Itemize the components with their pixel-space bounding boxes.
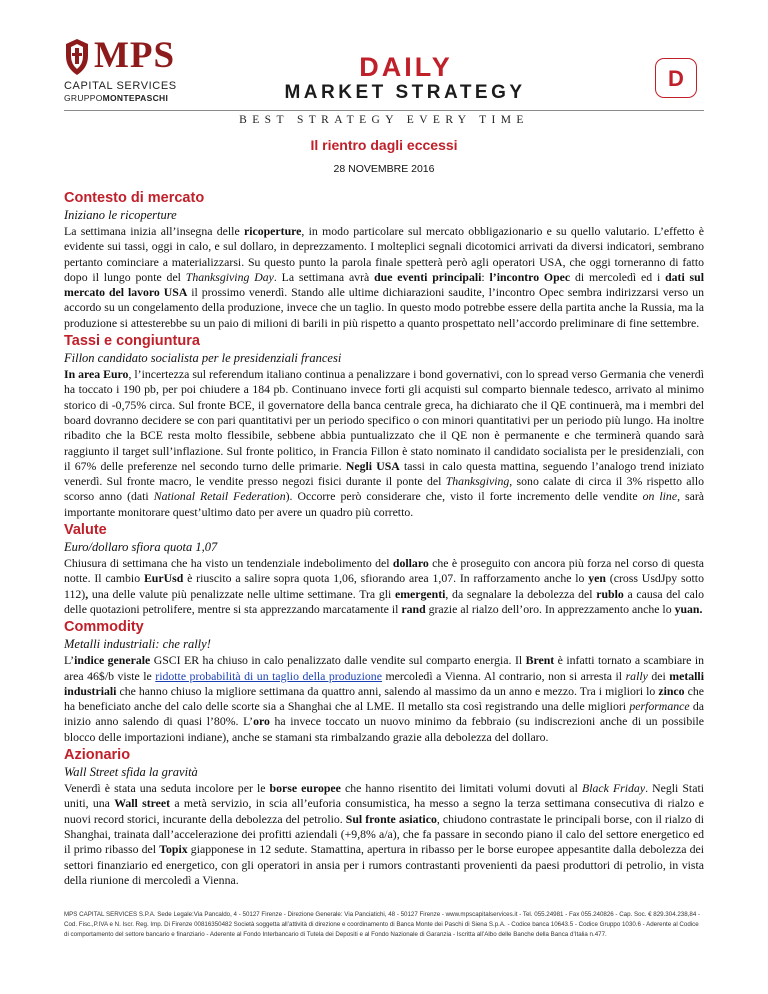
- bold-text: borse europee: [269, 781, 341, 796]
- bold-text: Topix: [159, 842, 188, 857]
- body-text: è riuscito a salire sopra quota 1,06, sfiorando area 1,07. In rafforzamento anche lo: [183, 571, 589, 586]
- section-body: [64, 224, 704, 331]
- body-text: , l’incertezza sul referendum italiano continua a penalizzare i bond governativi, con lo spread verso Germania che venerdì ha toccato i 190 pb, per poi chiudere a 184 pb. Continuano invece forti gli acquisti sul comparto biennale tedesco, arrivato al minimo storico di -0,75% circa. Sul fronte BCE, il governatore della banca centrale greca, ha dichiarato che il QE continuerà, ma i membri del board dovranno decidere se con pari quantitativi per un periodo specifico o con minori quantitativi per un periodo più lungo. Ha inoltre ribadito che la BCE resta molto flessibile, sebbene abbia puntualizzato che il QE non è permanente e che terminerà quando sarà raggiunto il target sull’inflazione. Sul fronte politico, in Francia Fillon è stato nominato il candidato socialista per le presidenziali, con il 67% delle preferenze nel secondo turno delle primarie.: [64, 367, 704, 473]
- bold-text: rublo: [596, 586, 624, 601]
- italic-text: rally: [625, 668, 648, 683]
- body-text: GSCI ER ha chiuso in calo penalizzato dalle vendite sul comparto energia. Il: [150, 653, 526, 668]
- bold-text: emergenti: [394, 586, 446, 601]
- header-market-strategy: MARKET STRATEGY: [284, 82, 526, 103]
- italic-text: Thanksgiving Day: [185, 269, 274, 284]
- bold-text: ricoperture: [243, 224, 302, 238]
- body-text: Chiusura di settimana che ha visto un tendenziale indebolimento del: [64, 556, 393, 571]
- logo-group-a: GRUPPO: [64, 93, 103, 103]
- body-text: . Negli Stati uniti, una: [64, 781, 704, 811]
- section-contesto: [64, 190, 704, 331]
- bold-text: EurUsd: [143, 571, 184, 586]
- section-valute: [64, 522, 704, 617]
- body-text: mercoledì a Vienna. Al contrario, non si arresta il: [381, 668, 626, 683]
- italic-text: Black Friday: [582, 781, 646, 796]
- section-subheading: Euro/dollaro sfiora quota 1,07: [64, 540, 218, 555]
- section-heading: Azionario: [64, 747, 131, 764]
- body-text: , in modo particolare sul mercato obbligazionario e su quello valutario. L’effetto è evidente sui tassi, oggi in calo, e sul dollaro, in deprezzamento. I molteplici segnali dicotomici arrivati da diversi indicatori, sembrano pertanto cominciare a materializzarsi. Su questo punto la parola finale spetterà però agli operatori USA, che oggi torneranno di fatto dopo il lungo ponte del: [64, 224, 704, 284]
- bold-text: Wall street: [114, 796, 171, 811]
- bold-text: l’incontro Opec: [489, 269, 571, 284]
- body-text: una delle valute più penalizzate nelle ultime settimane. Tra gli: [88, 586, 395, 601]
- section-commodity: [64, 619, 704, 745]
- body-text: ). Occorre però considerare che, visto il forte incremento delle vendite: [285, 489, 643, 504]
- section-body: [64, 781, 704, 888]
- mps-logo: [64, 36, 234, 106]
- body-text: grazie al rialzo dell’oro. In apprezzamento anche lo: [425, 601, 675, 616]
- logo-name: MPS: [94, 35, 176, 76]
- section-subheading: Iniziano le ricoperture: [64, 208, 177, 222]
- body-text: dei: [647, 668, 670, 683]
- bold-text: In area Euro: [64, 367, 129, 382]
- section-body: [64, 367, 704, 520]
- body-text: tassi in calo questa mattina, seguendo l’analogo trend iniziato venerdì. Sul fronte macro, le vendite presso negozi fisici durante il ponte del: [64, 458, 705, 489]
- logo-group: [64, 93, 168, 103]
- body-text: di mercoledì ed i: [570, 269, 666, 284]
- d-badge: D: [655, 58, 697, 98]
- section-subheading: Wall Street sfida la gravità: [64, 765, 198, 780]
- body-text: La settimana inizia all’insegna delle: [64, 224, 244, 238]
- bold-text: yuan.: [674, 601, 703, 616]
- body-text: giapponese in 12 sedute. Stamattina, apertura in ribasso per le borse europee appesantite dalla debolezza dei settori finanziario ed energetico, con gli operatori in ansia per i rumors contrastanti provenienti da paesi produttori di petrolio, in vista della riunione di mercoledì a Vienna.: [64, 842, 704, 887]
- body-text: (cross UsdJpy sotto 112): [64, 571, 704, 601]
- body-text: L’: [64, 653, 75, 668]
- italic-text: performance: [629, 699, 690, 714]
- italic-text: Thanksgiving: [445, 474, 510, 489]
- bold-text: rand: [401, 601, 426, 616]
- bold-text: oro: [253, 714, 270, 729]
- body-text: . La settimana avrà: [273, 269, 375, 284]
- report-content: [64, 190, 704, 890]
- section-heading: Contesto di mercato: [64, 190, 205, 206]
- body-text: che è proseguito con ancora più forza nel corso di questa notte. Il cambio: [64, 556, 704, 586]
- bold-text: dati sul mercato del lavoro USA: [64, 269, 704, 300]
- header-divider: [64, 110, 704, 111]
- mps-emblem-icon: [64, 38, 90, 76]
- section-heading: Tassi e congiuntura: [64, 333, 200, 350]
- body-text: ha invece toccato un nuovo minimo da febbraio (su indiscrezioni anche di un possibile blocco delle importazioni indiane), anche se stamani sta rimbalzando grazie alla debolezza del dollaro.: [64, 714, 705, 744]
- section-azionario: [64, 747, 704, 888]
- article-link[interactable]: ridotte probabilità di un taglio della produzione: [155, 668, 382, 683]
- body-text: che hanno risentito dei limitati volumi dovuti al: [340, 781, 583, 796]
- bold-text: Negli USA: [345, 458, 400, 473]
- bold-text: indice generale: [74, 653, 151, 668]
- body-text: da inizio anno salendo di quasi l’80%. L’: [64, 699, 704, 729]
- bold-text: zinco: [658, 683, 685, 698]
- legal-footer: MPS CAPITAL SERVICES S.P.A. Sede Legale:Via Pancaldo, 4 - 50127 Firenze - Direzione Generale: Via Panciatichi, 48 - 50127 Firenze - www.mpscapitalservices.it - Tel. 055.24981 - Fax 055.240826 - Cap. Soc. € 829.304.238,84 - Cod. Fisc.,P.IVA e N. Iscr. Reg. Imp. Di Firenze 00816350482 Società soggetta all’attività di direzione e coordinamento di Banca Monte dei Paschi di Siena S.p.A. - Codice banca 10643.5 - Codice Gruppo 1030.6 - Aderente al Codice di comportamento del settore bancario e finanziario - Aderente al Fondo Interbancario di Tutela dei Depositi e al Fondo Nazionale di Garanzia - Iscritta all’Albo delle Banche della Banca d’Italia n.477.: [64, 911, 701, 938]
- bold-text: due eventi principali: [374, 269, 482, 284]
- body-text: che hanno chiuso la migliore settimana da quattro anni, salendo al massimo da un anno e mezzo. Tra i migliori lo: [116, 683, 659, 698]
- bold-text: dollaro: [392, 556, 429, 571]
- body-text: , da segnalare la debolezza del: [445, 586, 597, 601]
- tagline: BEST STRATEGY EVERY TIME: [239, 114, 529, 126]
- bold-text: metalli industriali: [64, 668, 704, 698]
- report-date: 28 NOVEMBRE 2016: [333, 163, 435, 175]
- body-text: che ha beneficiato anche del calo delle scorte sia a Shanghai che al LME. Il metallo sta così registrando una delle migliori: [64, 683, 704, 714]
- body-text: è infatti tornato a scambiare in area 46$/b viste le: [64, 653, 704, 683]
- section-subheading: Fillon candidato socialista per le presidenziali francesi: [64, 351, 342, 366]
- section-subheading: Metalli industriali: che rally!: [64, 637, 211, 652]
- bold-text: Sul fronte asiatico: [345, 811, 437, 826]
- bold-text: yen: [588, 571, 606, 586]
- bold-text: ,: [85, 586, 89, 601]
- body-text: , chiudono contrastate le principali borse, con il rialzo di Shanghai, trainata dall’accelerazione dei profitti aziendali (+9,8% a/a), che fa passare in secondo piano il calo del settore energetico ed il primo ribasso del: [64, 811, 704, 857]
- section-body: [64, 556, 704, 617]
- italic-text: on line: [642, 489, 678, 504]
- header-daily: DAILY: [359, 52, 453, 82]
- section-heading: Valute: [64, 522, 107, 539]
- section-heading: Commodity: [64, 619, 144, 636]
- logo-subtitle: CAPITAL SERVICES: [64, 80, 177, 92]
- body-text: Venerdì è stata una seduta incolore per le: [64, 781, 270, 796]
- italic-text: National Retail Federation: [153, 489, 286, 504]
- body-text: a causa del calo delle quotazioni petrolifere, mentre si sta apprezzando marcatamente il: [64, 586, 705, 616]
- body-text: , sono calate di circa il 3% rispetto allo scorso anno (dati: [64, 474, 704, 504]
- body-text: :: [481, 269, 490, 284]
- section-body: [64, 653, 704, 745]
- bold-text: Brent: [525, 653, 555, 668]
- logo-group-b: MONTEPASCHI: [102, 93, 169, 103]
- body-text: a metà servizio, in scia all’euforia consumistica, ha messo a segno la terza settimana consecutiva di rialzo e nuovi record storici, incurante della debolezza del petrolio.: [64, 796, 704, 826]
- body-text: , sarà importante monitorare quest’ultimo dato per avere un quadro più corretto.: [64, 489, 705, 519]
- body-text: il prossimo venerdì. Stando alle ultime dichiarazioni saudite, l’incontro Opec sembra indirizzarsi verso un accordo su un congelamento della produzione, invece che un taglio. In questo modo potrebbe essere della partita anche la Russia, ma la produzione si attesterebbe su un paio di milioni di barili in più rispetto a quanto prospettato nell’accordo preliminare di fine settembre.: [64, 285, 704, 330]
- report-title: Il rientro dagli eccessi: [310, 137, 458, 153]
- section-tassi: [64, 333, 704, 520]
